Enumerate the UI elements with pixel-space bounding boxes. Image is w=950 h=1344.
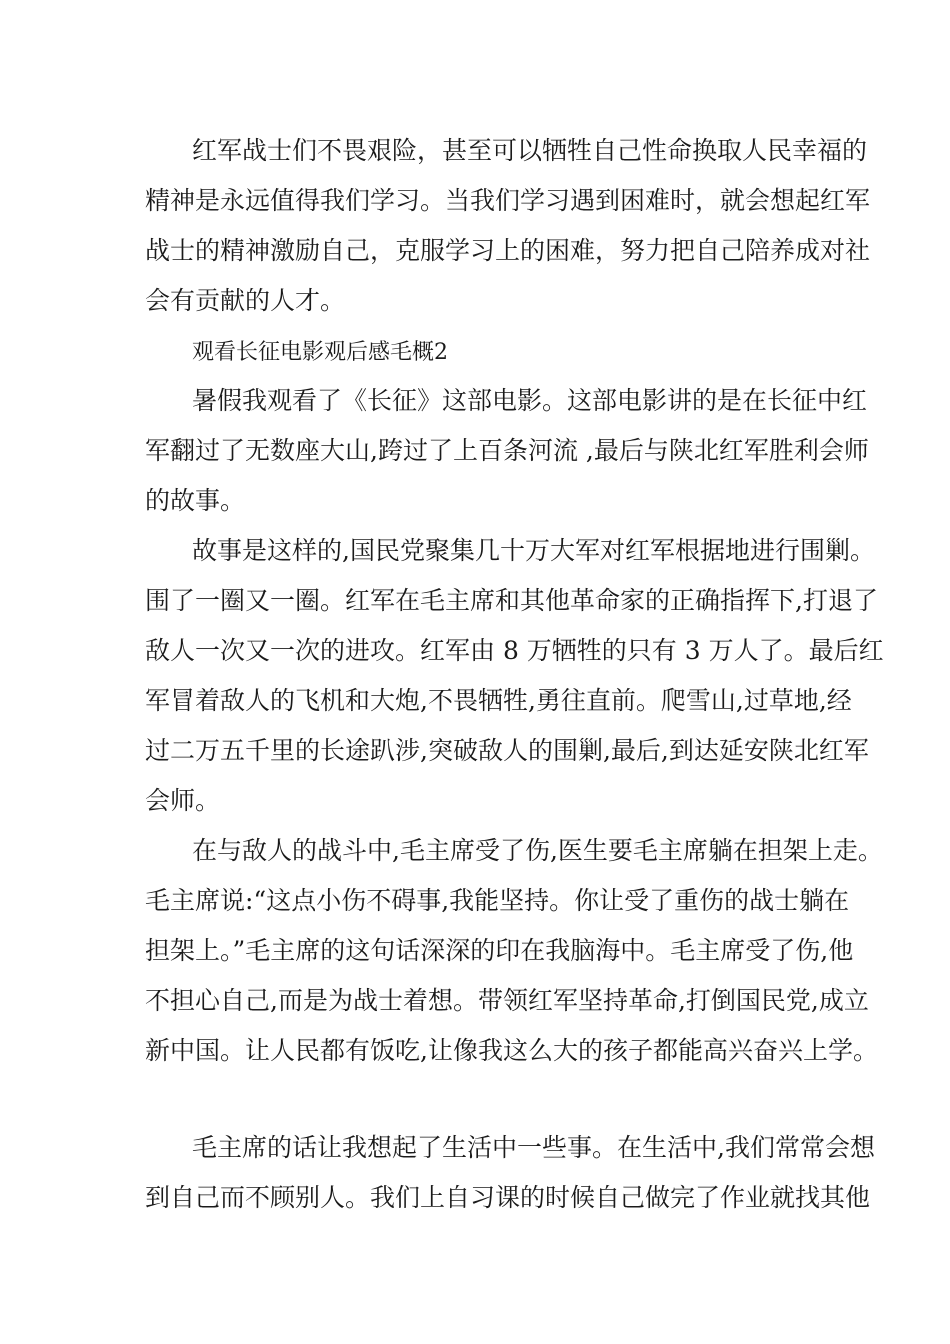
paragraph-3-line-4: 军冒着敌人的飞机和大炮,不畏牺牲,勇往直前。爬雪山,过草地,经 <box>145 686 852 715</box>
paragraph-4-line-5: 新中国。让人民都有饭吃,让像我这么大的孩子都能高兴奋兴上学。 <box>145 1036 878 1065</box>
paragraph-5-line-2: 到自己而不顾别人。我们上自习课的时候自己做完了作业就找其他 <box>145 1183 871 1212</box>
paragraph-3-line-6: 会师。 <box>145 786 221 815</box>
paragraph-3-line-3: 敌人一次又一次的进攻。红军由 8 万牺牲的只有 3 万人了。最后红 <box>145 636 884 665</box>
paragraph-2-line-2: 军翻过了无数座大山,跨过了上百条河流 ,最后与陕北红军胜利会师 <box>145 436 869 465</box>
paragraph-3-line-1: 故事是这样的,国民党聚集几十万大军对红军根据地进行围剿。 <box>192 536 875 565</box>
paragraph-4-line-4: 不担心自己,而是为战士着想。带领红军坚持革命,打倒国民党,成立 <box>145 986 869 1015</box>
paragraph-4-line-3: 担架上。”毛主席的这句话深深的印在我脑海中。毛主席受了伤,他 <box>145 936 854 965</box>
paragraph-4-line-2: 毛主席说:“这点小伤不碍事,我能坚持。你让受了重伤的战士躺在 <box>145 886 850 915</box>
paragraph-2-line-1: 暑假我观看了《长征》这部电影。这部电影讲的是在长征中红 <box>192 386 868 415</box>
paragraph-3-line-2: 围了一圈又一圈。红军在毛主席和其他革命家的正确指挥下,打退了 <box>145 586 878 615</box>
paragraph-1-line-3: 战士的精神激励自己，克服学习上的困难，努力把自己陪养成对社 <box>145 236 871 265</box>
paragraph-1-line-4: 会有贡献的人才。 <box>145 286 346 315</box>
paragraph-1-line-1: 红军战士们不畏艰险，甚至可以牺牲自己性命换取人民幸福的 <box>192 136 868 165</box>
paragraph-1-line-2: 精神是永远值得我们学习。当我们学习遇到困难时，就会想起红军 <box>145 186 871 215</box>
paragraph-3-line-5: 过二万五千里的长途趴涉,突破敌人的围剿,最后,到达延安陕北红军 <box>145 736 869 765</box>
paragraph-5-line-1: 毛主席的话让我想起了生活中一些事。在生活中,我们常常会想 <box>192 1133 875 1162</box>
section-heading: 观看长征电影观后感毛概2 <box>192 340 448 365</box>
paragraph-4-line-1: 在与敌人的战斗中,毛主席受了伤,医生要毛主席躺在担架上走。 <box>192 836 883 865</box>
paragraph-2-line-3: 的故事。 <box>145 486 246 515</box>
